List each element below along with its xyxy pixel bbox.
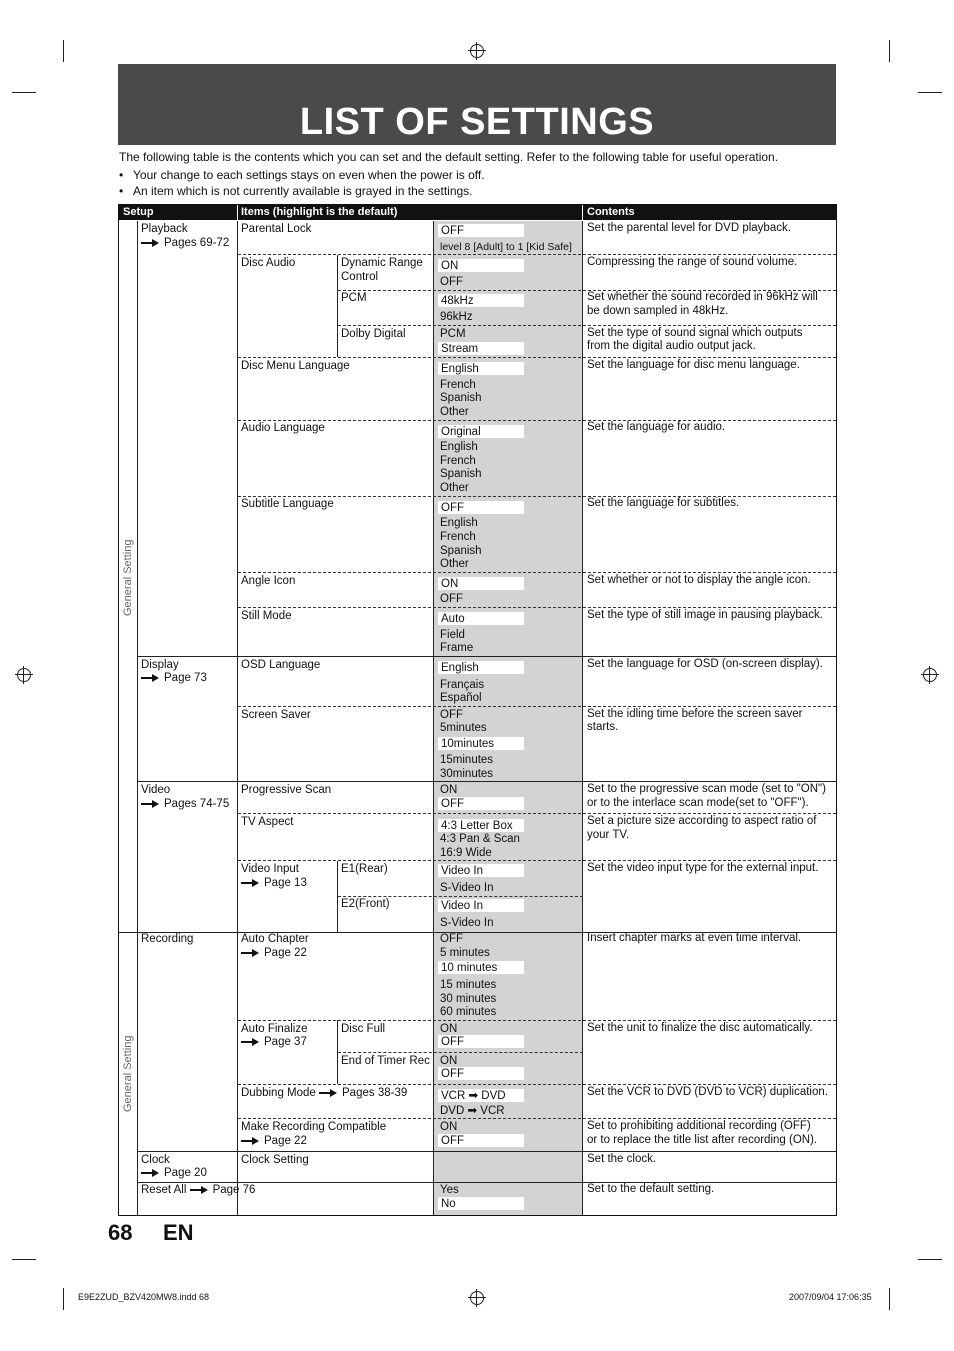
option-value: OFF	[440, 276, 463, 288]
option-value: English	[441, 363, 479, 375]
option-value: 10minutes	[441, 738, 495, 750]
item-label: TV Aspect	[241, 816, 294, 828]
contents-text: Set the type of sound signal which outputs	[587, 327, 803, 339]
option-value: French	[440, 455, 476, 467]
arrow-right-icon	[141, 674, 159, 681]
item-label: Clock Setting	[241, 1154, 309, 1166]
option-value: OFF	[440, 933, 463, 945]
section-label: General Setting	[122, 1035, 134, 1112]
page-ref: Page 13	[241, 876, 307, 890]
header-contents: Contents	[587, 206, 635, 218]
contents-text: or to the interlace scan mode(set to "OFF").	[587, 797, 809, 809]
option-value: OFF	[441, 502, 464, 514]
option-value: 96kHz	[440, 311, 473, 323]
option-value: 4:3 Pan & Scan	[440, 833, 520, 845]
option-value: ON	[440, 1023, 458, 1035]
contents-text: Set the video input type for the external input.	[587, 862, 819, 874]
option-value: Spanish	[440, 468, 482, 480]
option-value: OFF	[441, 1036, 464, 1048]
option-value: Other	[440, 406, 469, 418]
option-value: Stream	[441, 343, 479, 355]
arrow-right-icon	[241, 879, 259, 886]
subitem-label: Disc Full	[341, 1023, 386, 1035]
option-value: OFF	[441, 798, 464, 810]
option-value: S-Video In	[440, 917, 494, 929]
contents-text: Set the VCR to DVD (DVD to VCR) duplication.	[587, 1086, 828, 1098]
section-label: General Setting	[122, 539, 134, 616]
contents-text: Set the language for subtitles.	[587, 497, 740, 509]
option-value: ON	[441, 578, 459, 590]
item-label: Make Recording Compatible	[241, 1121, 387, 1133]
group-name: Clock	[141, 1154, 170, 1166]
item-label: Screen Saver	[241, 709, 311, 721]
option-value: Frame	[440, 642, 474, 654]
option-value: English	[441, 662, 479, 674]
arrow-right-icon	[319, 1089, 337, 1096]
option-value: ON	[441, 260, 459, 272]
page-ref: Page 22	[241, 1134, 307, 1148]
page-title: LIST OF SETTINGS	[299, 101, 655, 143]
bullet-item: • Your change to each settings stays on even when the power is off.	[119, 168, 485, 182]
option-value: OFF	[440, 709, 463, 721]
page-ref: Pages 74-75	[141, 797, 229, 811]
option-value: 48kHz	[441, 295, 474, 307]
page-ref: Page 22	[241, 946, 307, 960]
contents-text: Set the language for disc menu language.	[587, 359, 800, 371]
crop-mark	[918, 92, 942, 93]
option-value: 15 minutes	[440, 979, 497, 991]
crop-mark	[63, 40, 64, 62]
item-label: Auto Finalize	[241, 1023, 308, 1035]
contents-text: be down sampled in 48kHz.	[587, 305, 729, 317]
option-value: 60 minutes	[440, 1006, 497, 1018]
registration-mark-icon	[17, 668, 31, 682]
arrow-right-icon	[241, 949, 259, 956]
option-value: level 8 [Adult] to 1 [Kid Safe]	[440, 241, 572, 253]
arrow-right-icon	[241, 1137, 259, 1144]
table-header	[119, 205, 836, 220]
crop-mark	[918, 1259, 942, 1260]
option-value: English	[440, 441, 478, 453]
option-value: No	[441, 1198, 456, 1210]
contents-text: Set the type of still image in pausing playback.	[587, 609, 823, 621]
contents-text: Set the parental level for DVD playback.	[587, 222, 791, 234]
option-value: 5 minutes	[440, 947, 490, 959]
subitem-label: PCM	[341, 292, 367, 304]
registration-mark-icon	[923, 668, 937, 682]
contents-text: Set to the progressive scan mode (set to "ON")	[587, 783, 826, 795]
option-value: OFF	[441, 225, 464, 237]
option-value: 10 minutes	[441, 962, 498, 974]
item-label: Angle Icon	[241, 575, 296, 587]
contents-text: Set whether or not to display the angle icon.	[587, 574, 811, 586]
option-value: 30minutes	[440, 768, 494, 780]
intro-text: The following table is the contents which you can set and the default setting. Refer to the following table for useful operation.	[119, 150, 779, 164]
subitem-label: E2(Front)	[341, 898, 390, 910]
contents-text: Set the unit to finalize the disc automatically.	[587, 1022, 813, 1034]
option-value: OFF	[440, 593, 463, 605]
contents-text: Insert chapter marks at even time interval.	[587, 932, 802, 944]
crop-mark	[889, 40, 890, 62]
arrow-right-icon	[141, 239, 159, 246]
option-value: Video In	[441, 900, 483, 912]
contents-text: Set the idling time before the screen saver	[587, 708, 803, 720]
option-value: 30 minutes	[440, 993, 497, 1005]
registration-mark-icon	[470, 44, 484, 58]
header-items: Items (highlight is the default)	[241, 206, 398, 218]
item-label: Parental Lock	[241, 223, 312, 235]
arrow-right-icon	[241, 1038, 259, 1045]
arrow-right-icon	[141, 1169, 159, 1176]
subitem-label: End of Timer Rec	[341, 1055, 430, 1067]
language-code: EN	[163, 1220, 194, 1245]
contents-text: Set whether the sound recorded in 96kHz will	[587, 291, 818, 303]
option-value: 16:9 Wide	[440, 847, 492, 859]
option-value: Other	[440, 482, 469, 494]
item-label: Subtitle Language	[241, 498, 334, 510]
contents-text: starts.	[587, 721, 619, 733]
contents-text: your TV.	[587, 829, 630, 841]
contents-text: or to replace the title list after recording (ON).	[587, 1134, 818, 1146]
page-number: 68	[108, 1220, 133, 1245]
option-value: Original	[441, 426, 481, 438]
option-value: French	[440, 379, 476, 391]
item-label: Progressive Scan	[241, 784, 332, 796]
contents-text: Set the clock.	[587, 1153, 657, 1165]
crop-mark	[12, 92, 36, 93]
option-value: Yes	[440, 1184, 459, 1196]
option-value: Video In	[441, 865, 483, 877]
item-label: Disc Menu Language	[241, 360, 350, 372]
item-label: Dubbing Mode Pages 38-39	[241, 1087, 408, 1099]
registration-mark-icon	[470, 1291, 484, 1305]
option-value: 15minutes	[440, 754, 494, 766]
group-name: Recording	[141, 933, 194, 945]
page-ref: Page 20	[141, 1166, 207, 1180]
item-label: Video Input	[241, 863, 299, 875]
option-value: English	[440, 517, 478, 529]
option-value: DVD ➡ VCR	[440, 1105, 505, 1117]
item-label: Auto Chapter	[241, 933, 309, 945]
option-value: VCR ➡ DVD	[441, 1090, 506, 1102]
crop-mark	[889, 1288, 890, 1310]
option-value: Español	[440, 692, 482, 704]
option-value: Auto	[441, 613, 465, 625]
group-name: Display	[141, 659, 179, 671]
option-value: S-Video In	[440, 882, 494, 894]
subitem-label: E1(Rear)	[341, 863, 388, 875]
contents-text: Set the language for audio.	[587, 421, 726, 433]
contents-text: Set the language for OSD (on-screen display).	[587, 658, 823, 670]
item-label: Still Mode	[241, 610, 292, 622]
option-value: ON	[440, 1121, 458, 1133]
contents-text: Set to the default setting.	[587, 1183, 715, 1195]
footer-date: 2007/09/04 17:06:35	[789, 1292, 872, 1302]
arrow-right-icon	[141, 800, 159, 807]
group-name: Playback	[141, 223, 188, 235]
item-label: Audio Language	[241, 422, 325, 434]
bullet-item: • An item which is not currently available is grayed in the settings.	[119, 184, 473, 198]
group-name: Video	[141, 784, 171, 796]
crop-mark	[63, 1288, 64, 1310]
option-value: Spanish	[440, 545, 482, 557]
bullet-text: Your change to each settings stays on even when the power is off.	[133, 168, 485, 182]
footer-file: E9E2ZUD_BZV420MW8.indd 68	[78, 1292, 210, 1302]
option-value: 4:3 Letter Box	[441, 820, 513, 832]
option-value: French	[440, 531, 476, 543]
bullet-text: An item which is not currently available is grayed in the settings.	[133, 184, 473, 198]
subitem-label: Dynamic Range Control	[341, 257, 423, 283]
page-ref: Pages 69-72	[141, 236, 229, 250]
option-value: Français	[440, 679, 485, 691]
option-value: OFF	[441, 1135, 464, 1147]
arrow-right-icon	[190, 1186, 208, 1193]
subitem-label: Dolby Digital	[341, 328, 406, 340]
option-value: ON	[440, 784, 458, 796]
crop-mark	[12, 1259, 36, 1260]
option-value: OFF	[441, 1068, 464, 1080]
item-label: OSD Language	[241, 659, 321, 671]
contents-text: Set to prohibiting additional recording (OFF)	[587, 1120, 811, 1132]
option-value: Spanish	[440, 392, 482, 404]
contents-text: Compressing the range of sound volume.	[587, 256, 798, 268]
header-setup: Setup	[123, 206, 154, 218]
contents-text: from the digital audio output jack.	[587, 340, 756, 352]
page-ref: Page 73	[141, 671, 207, 685]
item-label: Disc Audio	[241, 257, 296, 269]
option-value: 5minutes	[440, 722, 487, 734]
option-value: PCM	[440, 328, 466, 340]
group-name: Reset All Page 76	[141, 1184, 256, 1196]
contents-text: Set a picture size according to aspect ratio of	[587, 815, 817, 827]
option-value: Other	[440, 558, 469, 570]
page-ref: Page 37	[241, 1035, 307, 1049]
option-value: Field	[440, 629, 465, 641]
option-value: ON	[440, 1055, 458, 1067]
